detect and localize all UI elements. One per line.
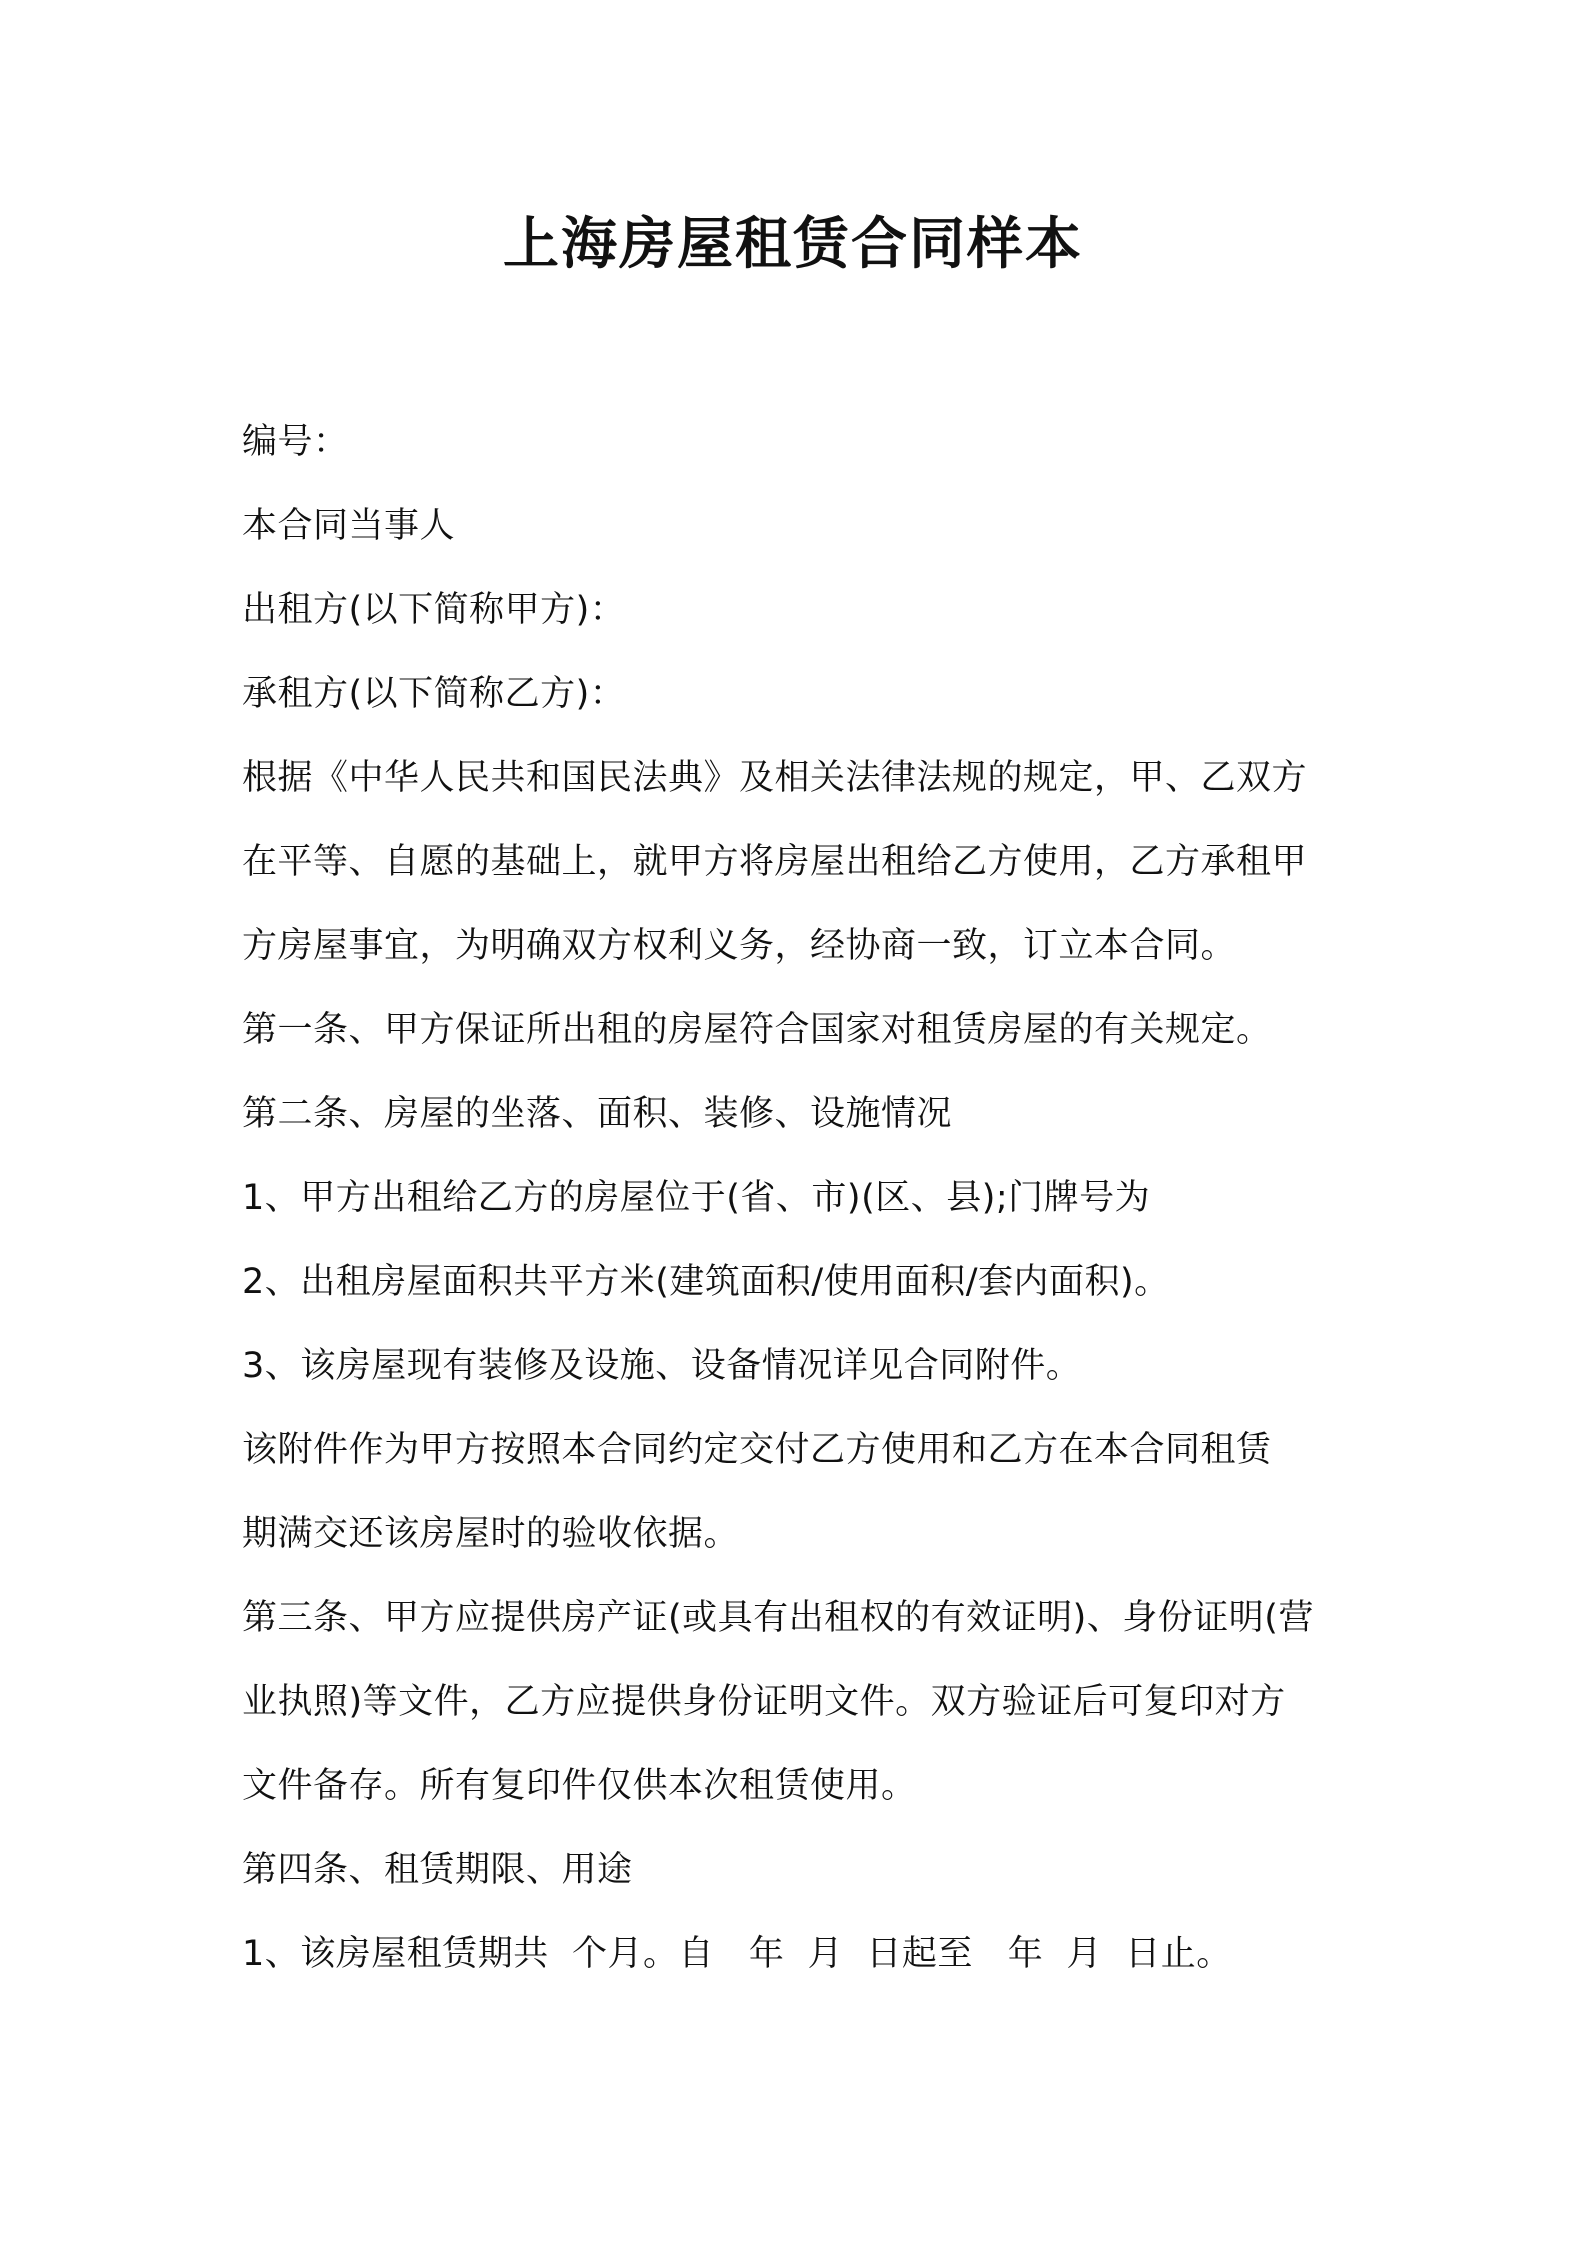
document-title: 上海房屋租赁合同样本: [503, 212, 1083, 277]
attachment-note-line-2: 期满交还该房屋时的验收依据。: [242, 1514, 740, 1554]
lessee-line: 承租方(以下简称乙方)：: [242, 674, 626, 714]
document-body: [242, 400, 1362, 1996]
article-2-heading: 第二条、房屋的坐落、面积、装修、设施情况: [242, 1094, 953, 1134]
article-3-line-2: 业执照)等文件，乙方应提供身份证明文件。双方验证后可复印对方: [242, 1682, 1286, 1722]
article-2-item-1: 1、甲方出租给乙方的房屋位于(省、市)(区、县);门牌号为: [242, 1178, 1151, 1218]
article-1: 第一条、甲方保证所出租的房屋符合国家对租赁房屋的有关规定。: [242, 1010, 1272, 1050]
preamble-line-3: 方房屋事宜，为明确双方权利义务，经协商一致，订立本合同。: [242, 926, 1237, 966]
article-3-line-3: 文件备存。所有复印件仅供本次租赁使用。: [242, 1766, 917, 1806]
article-4-heading: 第四条、租赁期限、用途: [242, 1850, 633, 1890]
article-2-item-2: 2、出租房屋面积共平方米(建筑面积/使用面积/套内面积)。: [242, 1262, 1170, 1302]
article-2-item-3: 3、该房屋现有装修及设施、设备情况详见合同附件。: [242, 1346, 1082, 1386]
contract-number-line: 编号：: [242, 422, 349, 462]
lessor-line: 出租方(以下简称甲方)：: [242, 590, 626, 630]
parties-heading: 本合同当事人: [242, 506, 456, 546]
preamble-line-1: 根据《中华人民共和国民法典》及相关法律法规的规定，甲、乙双方: [242, 758, 1308, 798]
article-4-item-1: 1、该房屋租赁期共 个月。自 年 月 日起至 年 月 日止。: [242, 1934, 1232, 1974]
attachment-note-line-1: 该附件作为甲方按照本合同约定交付乙方使用和乙方在本合同租赁: [242, 1430, 1272, 1470]
preamble-line-2: 在平等、自愿的基础上，就甲方将房屋出租给乙方使用，乙方承租甲: [242, 842, 1308, 882]
article-3-line-1: 第三条、甲方应提供房产证(或具有出租权的有效证明)、身份证明(营: [242, 1598, 1314, 1638]
